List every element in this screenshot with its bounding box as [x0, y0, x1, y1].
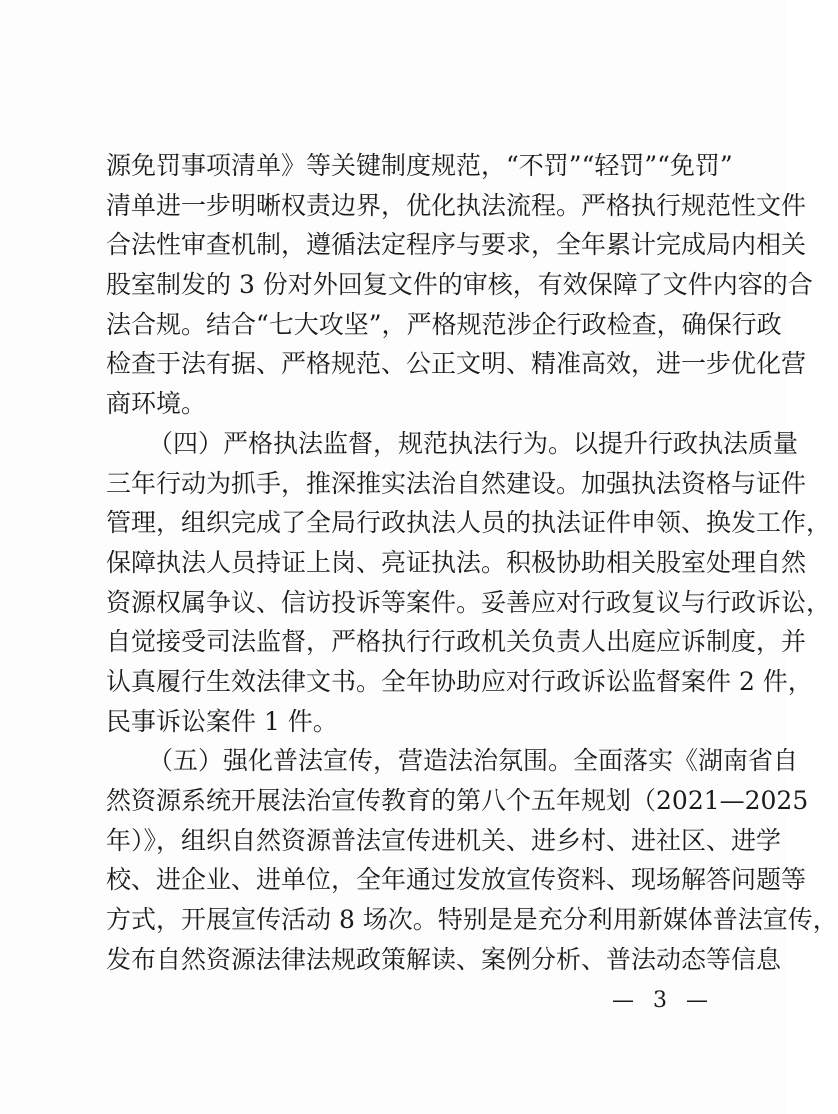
text-line: 合法性审查机制，遵循法定程序与要求，全年累计完成局内相关: [106, 230, 807, 260]
text-line: 认真履行生效法律文书。全年协助应对行政诉讼监督案件 2 件，: [106, 666, 813, 696]
text-line: 股室制发的 3 份对外回复文件的审核，有效保障了文件内容的合: [106, 270, 813, 300]
text-line: 三年行动为抓手，推深推实法治自然建设。加强执法资格与证件: [106, 468, 807, 498]
section-heading-line: （五）强化普法宣传，营造法治氛围。全面落实《湖南省自: [148, 746, 799, 776]
body-text: [106, 146, 838, 979]
text-line: 校、进企业、进单位，全年通过发放宣传资料、现场解答问题等: [106, 865, 807, 895]
text-line: 管理，组织完成了全局行政执法人员的执法证件申领、换发工作，: [106, 508, 832, 538]
text-line: 方式，开展宣传活动 8 场次。特别是是充分利用新媒体普法宣传，: [106, 905, 838, 935]
section-heading-line: （四）严格执法监督，规范执法行为。以提升行政执法质量: [148, 428, 799, 458]
text-line: 检查于法有据、严格规范、公正文明、精准高效，进一步优化营: [106, 349, 807, 379]
text-line: 源免罚事项清单》等关键制度规范，“不罚”“轻罚”“免罚”: [106, 151, 733, 180]
text-line: 法合规。结合“七大攻坚”，严格规范涉企行政检查，确保行政: [106, 309, 782, 339]
page-number: — 3 —: [612, 988, 714, 1013]
text-line: 年）》，组织自然资源普法宣传进机关、进乡村、进社区、进学: [106, 825, 782, 855]
text-line: 资源权属争议、信访投诉等案件。妥善应对行政复议与行政诉讼，: [106, 587, 832, 617]
text-line: 然资源系统开展法治宣传教育的第八个五年规划（2021—2025: [106, 786, 809, 815]
text-line: 保障执法人员持证上岗、亮证执法。积极协助相关股室处理自然: [106, 547, 807, 577]
text-line: 民事诉讼案件 1 件。: [106, 706, 338, 736]
text-line: 发布自然资源法律法规政策解读、案例分析、普法动态等信息: [106, 944, 782, 974]
text-line: 自觉接受司法监督，严格执行行政机关负责人出庭应诉制度，并: [106, 627, 807, 657]
text-line: 商环境。: [106, 389, 207, 419]
text-line: 清单进一步明晰权责边界，优化执法流程。严格执行规范性文件: [106, 190, 807, 220]
